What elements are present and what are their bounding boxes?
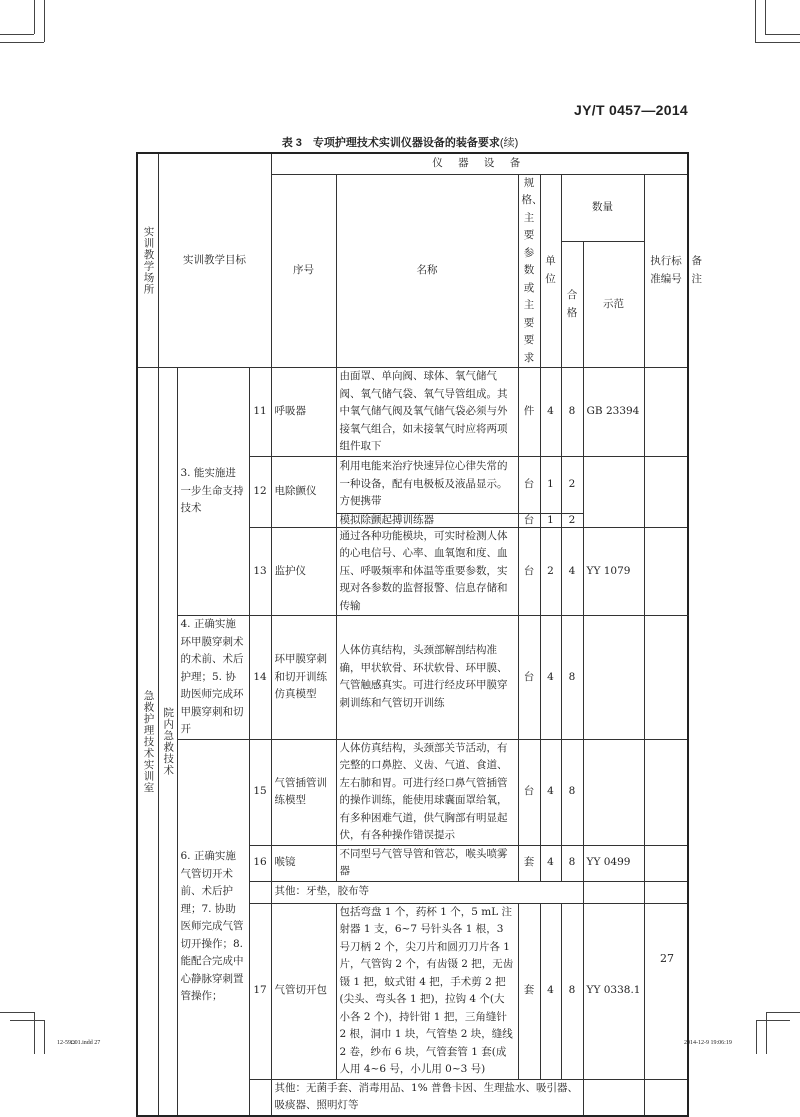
header-standard: 执行标准编号 — [644, 174, 688, 368]
remark-cell — [644, 456, 688, 527]
seq-cell — [249, 1079, 271, 1116]
unit-cell: 台 — [518, 739, 540, 845]
name-cell: 电除颤仪 — [271, 456, 336, 527]
model-cell: 2 — [561, 456, 583, 513]
spec-cell: 通过各种功能模块，可实时检测人体的心电信号、心率、血氧饱和度、血压、呼吸频率和体温等重要参数，实现对各参数的监督报警、信息存储和传输 — [336, 527, 518, 616]
other-items-cell: 其他：无菌手套、消毒用品、1% 普鲁卡因、生理盐水、吸引器、吸痰器、照明灯等 — [271, 1079, 583, 1116]
model-cell: 8 — [561, 739, 583, 845]
seq-cell: 13 — [249, 527, 271, 616]
model-cell: 8 — [561, 616, 583, 740]
spec-cell: 模拟除颤起搏训练器 — [336, 513, 518, 527]
model-cell: 8 — [561, 845, 583, 881]
standard-cell — [583, 739, 644, 845]
header-equipment: 仪 器 设 备 — [271, 153, 688, 174]
name-cell: 喉镜 — [271, 845, 336, 881]
spec-cell: 包括弯盘 1 个，药杯 1 个，5 mL 注射器 1 支，6~7 号针头各 1 根，3 号刀柄 2 个，尖刀片和圆刃刀片各 1 片，气管钩 2 个，有齿镊 2 把，无齿镊 1 把，蚊式钳 4 把，手术剪 2 把(尖头、弯头各 1 把)，拉钩 4 个(大小各 2 个)，持针钳 1 把，三角缝针 2 根，洞巾 1 块，气管垫 2 块，缝线 2 卷，纱布 6 块，气管套管 1 套(成人用 4~6 号，小儿用 0~3 号) — [336, 903, 518, 1079]
other-items-cell: 其他：牙垫，胶布等 — [271, 881, 583, 903]
standard-cell — [583, 616, 644, 740]
qualified-cell: 4 — [540, 845, 561, 881]
header-qualified: 合格 — [561, 242, 583, 368]
remark-cell — [644, 739, 688, 845]
goal-cell: 3. 能实施进一步生命支持技术 — [177, 368, 249, 616]
qualified-cell: 4 — [540, 368, 561, 457]
name-cell: 呼吸器 — [271, 368, 336, 457]
equipment-table: 实训教学场所 实训教学目标 仪 器 设 备 序号 名称 规格、主要参数或主要要求 单位 数量 执行标准编号 备注 合格 示范 急救护理技术实训室 院内急救技术 3. 能实施进一步生命支持技术 11 呼吸器 由面罩、单向阀、球体、氧气储气阀、氧气储气袋、氧气导管组成。其中氧气储气阀及氧气储气袋必须与外接氧气组合，如未接氧气时应将两项组件取下 件 4 8 GB 23394 12 电除颤仪 利用电能来治疗快速异位心律失常的一种设备，配有电极板及液晶显示。方便携带 台 1 2 模拟除颤起搏训练器 台 1 2 13 监护仪 通过各种功能模块，可实时检测人体的心电信号、心率、血氧饱和度、血压、呼吸频率和体温等重要参数，实现对各参数的监督报警、信息存储和传输 台 2 4 YY 1079 4. 正确实施环甲膜穿刺术的术前、术后护理；5. 协助医师完成环甲膜穿刺和切开 14 环甲膜穿刺和切开训练仿真模型 人体仿真结构，头颈部解剖结构准确，甲状软骨、环状软骨、环甲膜、气管触感真实。可进行经皮环甲膜穿刺训练和气管切开训练 台 4 8 6. 正确实施气管切开术前、术后护理；7. 协助医师完成气管切开操作；8. 能配合完成中心静脉穿刺置管操作； 15 气管插管训练模型 人体仿真结构，头颈部关节活动，有完整的口鼻腔、义齿、气道、食道、左右肺和胃。可进行经口鼻气管插管的操作训练，能使用球囊面罩给氧，有多种困难气道，供气胸部有明显起伏，有各种操作错误提示 台 4 8 16 喉镜 不同型号气管导管和管芯，喉头喷雾器 套 4 8 YY 0499 其他：牙垫，胶布等 17 气管切开包 包括弯盘 1 个，药杯 1 个，5 mL 注射器 1 支，6~7 号针头各 1 根，3 号刀柄 2 个，尖刀片和圆刃刀片各 1 片，气管钩 2 个，有齿镊 2 把，无齿镊 1 把，蚊式钳 4 把，手术剪 2 把(尖头、弯头各 1 把)，拉钩 4 个(大小各 2 个)，持针钳 1 把，三角缝针 2 根，洞巾 1 块，气管垫 2 块，缝线 2 卷，纱布 6 块，气管套管 1 套(成人用 4~6 号，小儿用 0~3 号) 套 4 8 YY 0338.1 其他：无菌手套、消毒用品、1% 普鲁卡因、生理盐水、吸引器、吸痰器、照明灯等 — [136, 152, 689, 1117]
name-cell: 气管插管训练模型 — [271, 739, 336, 845]
venue-cell: 急救护理技术实训室 — [137, 368, 158, 1116]
standard-cell — [583, 881, 644, 903]
seq-cell: 11 — [249, 368, 271, 457]
name-cell: 气管切开包 — [271, 903, 336, 1079]
table-row — [137, 739, 688, 845]
name-cell: 环甲膜穿刺和切开训练仿真模型 — [271, 616, 336, 740]
table-row — [137, 368, 688, 457]
standard-cell: GB 23394 — [583, 368, 644, 457]
remark-cell — [644, 881, 688, 903]
standard-cell: YY 0499 — [583, 845, 644, 881]
header-spec: 规格、主要参数或主要要求 — [518, 174, 540, 368]
remark-cell — [644, 368, 688, 457]
spec-cell: 不同型号气管导管和管芯，喉头喷雾器 — [336, 845, 518, 881]
unit-cell: 套 — [518, 845, 540, 881]
goal-cell: 4. 正确实施环甲膜穿刺术的术前、术后护理；5. 协助医师完成环甲膜穿刺和切开 — [177, 616, 249, 740]
qualified-cell: 2 — [540, 527, 561, 616]
standard-cell: YY 1079 — [583, 527, 644, 616]
name-cell: 监护仪 — [271, 527, 336, 616]
qualified-cell: 4 — [540, 616, 561, 740]
standard-code: JY/T 0457—2014 — [574, 102, 688, 118]
seq-cell: 17 — [249, 903, 271, 1079]
remark-cell — [644, 616, 688, 740]
unit-cell: 台 — [518, 513, 540, 527]
caption-continued: (续) — [499, 137, 519, 149]
model-cell: 8 — [561, 903, 583, 1079]
spec-cell: 人体仿真结构，头颈部解剖结构准确，甲状软骨、环状软骨、环甲膜、气管触感真实。可进行经皮环甲膜穿刺训练和气管切开训练 — [336, 616, 518, 740]
qualified-cell: 4 — [540, 903, 561, 1079]
seq-cell: 16 — [249, 845, 271, 881]
category-cell: 院内急救技术 — [158, 368, 177, 1116]
unit-cell: 台 — [518, 527, 540, 616]
header-quantity: 数量 — [561, 174, 644, 242]
spec-cell: 人体仿真结构，头颈部关节活动，有完整的口鼻腔、义齿、气道、食道、左右肺和胃。可进行经口鼻气管插管的操作训练，能使用球囊面罩给氧，有多种困难气道，供气胸部有明显起伏，有各种操作错误提示 — [336, 739, 518, 845]
header-unit: 单位 — [540, 174, 561, 368]
header-name: 名称 — [336, 174, 518, 368]
header-goal: 实训教学目标 — [158, 153, 271, 368]
remark-cell — [644, 527, 688, 616]
seq-cell — [249, 881, 271, 903]
unit-cell: 台 — [518, 616, 540, 740]
remark-cell — [644, 845, 688, 881]
standard-cell: YY 0338.1 — [583, 903, 644, 1079]
unit-cell: 台 — [518, 456, 540, 513]
print-timestamp: 2014-12-9 19:06:19 — [684, 1040, 732, 1046]
table-caption — [0, 134, 800, 150]
seq-cell: 15 — [249, 739, 271, 845]
model-cell: 4 — [561, 527, 583, 616]
model-cell: 8 — [561, 368, 583, 457]
remark-cell — [644, 903, 688, 1079]
seq-cell: 14 — [249, 616, 271, 740]
standard-cell — [583, 1079, 644, 1116]
spec-cell: 由面罩、单向阀、球体、氧气储气阀、氧气储气袋、氧气导管组成。其中氧气储气阀及氧气储气袋必须与外接氧气组合，如未接氧气时应将两项组件取下 — [336, 368, 518, 457]
seq-cell: 12 — [249, 456, 271, 527]
header-venue: 实训教学场所 — [137, 153, 158, 368]
goal-cell: 6. 正确实施气管切开术前、术后护理；7. 协助医师完成气管切开操作；8. 能配合完成中心静脉穿刺置管操作； — [177, 739, 249, 1116]
unit-cell: 件 — [518, 368, 540, 457]
spec-cell: 利用电能来治疗快速异位心律失常的一种设备，配有电极板及液晶显示。方便携带 — [336, 456, 518, 513]
caption-title: 表 3 专项护理技术实训仪器设备的装备要求 — [281, 137, 500, 149]
file-info: 12-59◘01.indd 27 — [57, 1040, 101, 1046]
header-model: 示范 — [583, 242, 644, 368]
table-row — [137, 616, 688, 740]
qualified-cell: 1 — [540, 513, 561, 527]
header-seq: 序号 — [271, 174, 336, 368]
unit-cell: 套 — [518, 903, 540, 1079]
standard-cell — [583, 456, 644, 527]
model-cell: 2 — [561, 513, 583, 527]
remark-cell — [644, 1079, 688, 1116]
qualified-cell: 4 — [540, 739, 561, 845]
qualified-cell: 1 — [540, 456, 561, 513]
page-number: 27 — [660, 952, 674, 965]
